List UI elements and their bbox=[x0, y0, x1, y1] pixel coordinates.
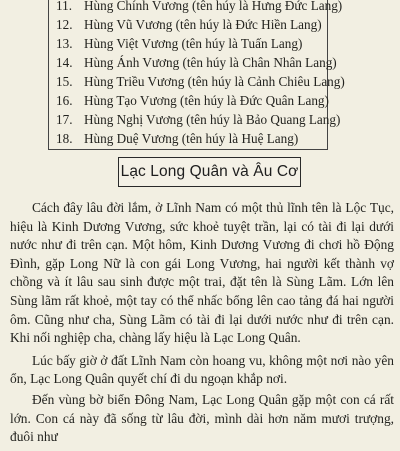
item-text: Hùng Ánh Vương (tên húy là Chân Nhân Lang) bbox=[84, 55, 337, 70]
paragraph: Lúc bấy giờ ở đất Lĩnh Nam còn hoang vu, không một nơi nào yên ổn, Lạc Long Quân quyết chí đi du ngoạn khắp nơi. bbox=[10, 352, 394, 387]
item-number: 13. bbox=[56, 36, 73, 51]
item-number: 14. bbox=[56, 55, 73, 70]
item-number: 15. bbox=[56, 74, 73, 89]
item-text: Hùng Việt Vương (tên húy là Tuấn Lang) bbox=[84, 36, 303, 51]
item-text: Hùng Tạo Vương (tên húy là Đức Quân Lang) bbox=[84, 93, 329, 108]
paragraph: Cách đây lâu đời lắm, ở Lĩnh Nam có một thủ lĩnh tên là Lộc Tục, hiệu là Kinh Dương Vương, sức khoẻ tuyệt trần, lại có tài đi lại dưới nước như đi trên cạn. Một hôm, Kinh Dương Vương đi chơi hồ Động Đình, gặp Long Nữ là con gái Long Vương, hai người kết thành vợ chồng và ít lâu sau sinh được một trai, đặt tên là Sùng Lãm. Lớn lên Sùng lãm rất khoẻ, một tay có thể nhấc bổng lên cao tảng đá hai người ôm. Cũng như cha, Sùng Lãm có tài đi lại dưới nước như đi trên cạn. Khi nối nghiệp cha, chàng lấy hiệu là Lạc Long Quân. bbox=[10, 200, 394, 346]
item-text: Hùng Triều Vương (tên húy là Cảnh Chiêu Lang) bbox=[84, 74, 345, 89]
story-body bbox=[10, 199, 394, 451]
item-text: Hùng Chính Vương (tên húy là Hưng Đức Lang) bbox=[84, 0, 343, 13]
item-text: Hùng Nghị Vương (tên húy là Bảo Quang Lang) bbox=[84, 112, 341, 127]
item-number: 11. bbox=[56, 0, 72, 13]
item-text: Hùng Duệ Vương (tên húy là Huệ Lang) bbox=[84, 131, 299, 146]
section-title: Lạc Long Quân và Âu Cơ bbox=[120, 163, 299, 180]
item-number: 17. bbox=[56, 112, 73, 127]
item-number: 16. bbox=[56, 93, 73, 108]
section-heading-box bbox=[118, 157, 301, 187]
item-text: Hùng Vũ Vương (tên húy là Đức Hiền Lang) bbox=[84, 17, 322, 32]
item-number: 12. bbox=[56, 17, 73, 32]
paragraph: Đến vùng bờ biển Đông Nam, Lạc Long Quân gặp một con cá rất lớn. Con cá này đã sống từ lâu đời, mình dài hơn năm mươi trượng, đuôi như bbox=[10, 391, 394, 445]
item-number: 18. bbox=[56, 131, 73, 146]
